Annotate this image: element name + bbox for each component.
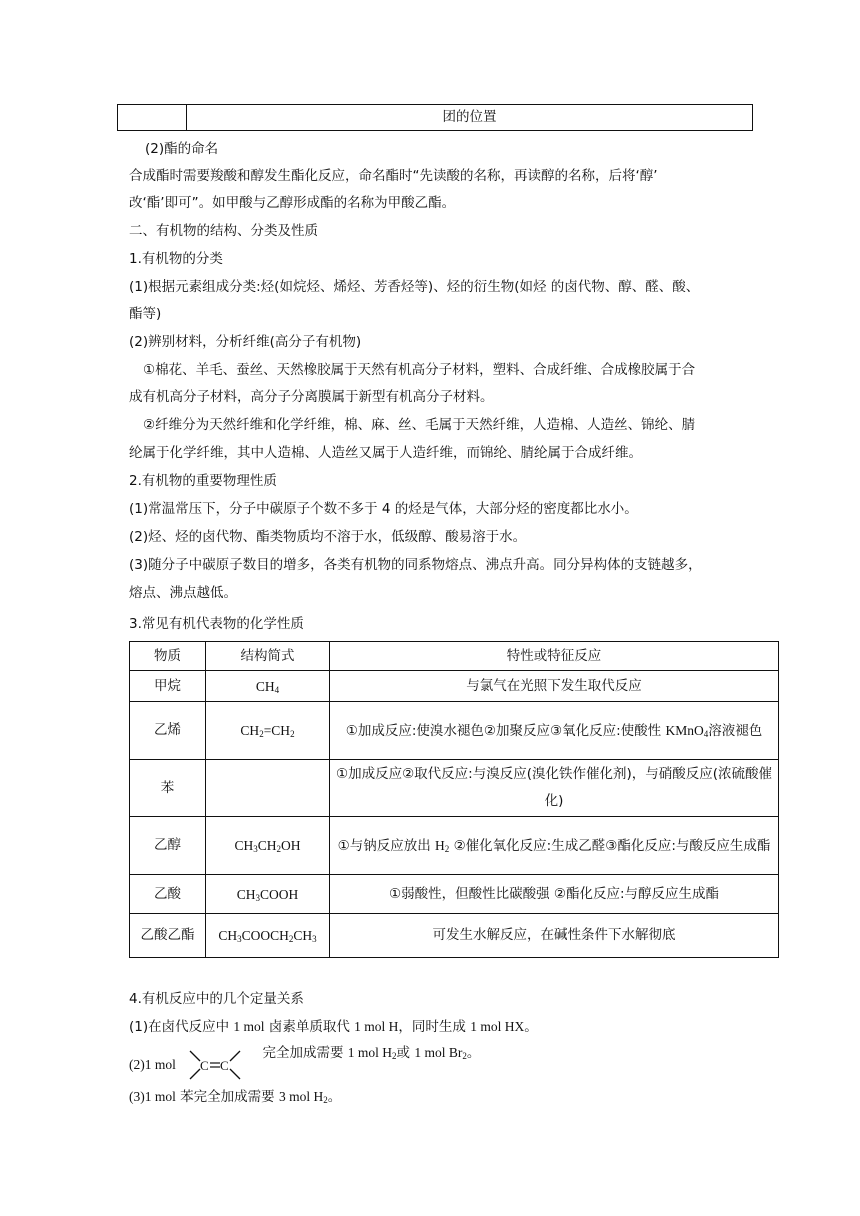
quant-p3: (3)1 mol 苯完全加成需要 3 mol $H_2$。 — [129, 1089, 342, 1105]
reaction-text: 可发生水解反应，在碱性条件下水解彻底 — [330, 914, 779, 958]
subsection-heading-physical: 2.有机物的重要物理性质 — [129, 473, 277, 489]
classification-p1-line1: (1)根据元素组成分类:烃(如烷烃、烯烃、芳香烃等)、烃的衍生物(如烃 的卤代物、醇、醛、酸、 — [129, 279, 700, 295]
svg-text:C: C — [220, 1058, 229, 1073]
ester-para-line1: 合成酯时需要羧酸和醇发生酯化反应，命名酯时“先读酸的名称，再读醇的名称，后将‘醇’ — [129, 168, 658, 184]
substance-name: 乙烯 — [130, 702, 206, 760]
classification-p2: (2)辨别材料，分析纤维(高分子有机物) — [129, 334, 362, 350]
structural-formula: $CH_3COOH$ — [206, 875, 330, 914]
structural-formula: $CH_2=CH_2$ — [206, 702, 330, 760]
reaction-text: ①与钠反应放出 $H_2$ ②催化氧化反应:生成乙醛③酯化反应:与酸反应生成酯 — [330, 817, 779, 875]
substance-name: 乙酸乙酯 — [130, 914, 206, 958]
classification-p4-line1: ②纤维分为天然纤维和化学纤维，棉、麻、丝、毛属于天然纤维，人造棉、人造丝、锦纶、腈 — [143, 417, 696, 433]
table-header-row — [130, 642, 779, 671]
subsection-heading-classification: 1.有机物的分类 — [129, 251, 223, 267]
classification-p3-line1: ①棉花、羊毛、蚕丝、天然橡胶属于天然有机高分子材料，塑料、合成纤维、合成橡胶属于合 — [143, 362, 696, 378]
reaction-text: ①加成反应:使溴水褪色②加聚反应③氧化反应:使酸性 KMnO$_4$溶液褪色 — [330, 702, 779, 760]
classification-p3-line2: 成有机高分子材料，高分子分离膜属于新型有机高分子材料。 — [129, 389, 494, 405]
physical-p2: (2)烃、烃的卤代物、酯类物质均不溶于水，低级醇、酸易溶于水。 — [129, 529, 527, 545]
table-row — [130, 760, 779, 817]
header-formula: 结构简式 — [206, 642, 330, 671]
ester-para-line2: 改‘酯’即可”。如甲酸与乙醇形成酯的名称为甲酸乙酯。 — [129, 195, 456, 211]
table-cell: 团的位置 — [442, 109, 497, 125]
structural-formula: $CH_3COOCH_2CH_3$ — [206, 914, 330, 958]
section-heading: 二、有机物的结构、分类及性质 — [129, 223, 318, 239]
substance-name: 苯 — [130, 760, 206, 817]
substance-name: 甲烷 — [130, 671, 206, 702]
substance-name: 乙醇 — [130, 817, 206, 875]
structural-formula — [206, 760, 330, 817]
subsection-heading-quant: 4.有机反应中的几个定量关系 — [129, 991, 304, 1007]
classification-p1-line2: 酯等) — [129, 306, 162, 322]
header-reaction: 特性或特征反应 — [330, 642, 779, 671]
quant-p1: (1)在卤代反应中 1 mol 卤素单质取代 1 mol H，同时生成 1 mol HX。 — [129, 1019, 538, 1035]
physical-p1: (1)常温常压下，分子中碳原子个数不多于 4 的烃是气体，大部分烃的密度都比水小。 — [129, 501, 638, 517]
table-row — [130, 671, 779, 702]
quant-p2: (2)1 mol C C 完全加成需要 1 mol $H_2$或 1 mol $Br_2$。 — [129, 1048, 480, 1082]
reaction-text: ①加成反应②取代反应:与溴反应(溴化铁作催化剂)，与硝酸反应(浓硫酸催化) — [330, 760, 779, 817]
substance-name: 乙酸 — [130, 875, 206, 914]
table-row — [130, 702, 779, 760]
subsection-heading-chemical: 3.常见有机代表物的化学性质 — [129, 616, 304, 632]
top-table-fragment — [117, 104, 753, 131]
table-row — [130, 914, 779, 958]
ester-heading: (2)酯的命名 — [145, 141, 219, 157]
reaction-text: 与氯气在光照下发生取代反应 — [330, 671, 779, 702]
carbon-double-bond-icon — [184, 1048, 246, 1082]
svg-text:C: C — [200, 1058, 209, 1073]
structural-formula: $CH_4$ — [206, 671, 330, 702]
physical-p3-line2: 熔点、沸点越低。 — [129, 585, 237, 601]
reaction-text: ①弱酸性，但酸性比碳酸强 ②酯化反应:与醇反应生成酯 — [330, 875, 779, 914]
properties-table — [129, 641, 779, 958]
table-row — [130, 875, 779, 914]
table-row — [130, 817, 779, 875]
classification-p4-line2: 纶属于化学纤维，其中人造棉、人造丝又属于人造纤维，而锦纶、腈纶属于合成纤维。 — [129, 445, 642, 461]
structural-formula: $CH_3CH_2OH$ — [206, 817, 330, 875]
quant-p2-prefix: (2)1 mol — [129, 1057, 176, 1072]
header-substance: 物质 — [130, 642, 206, 671]
physical-p3-line1: (3)随分子中碳原子数目的增多，各类有机物的同系物熔点、沸点升高。同分异构体的支链越多， — [129, 557, 702, 573]
